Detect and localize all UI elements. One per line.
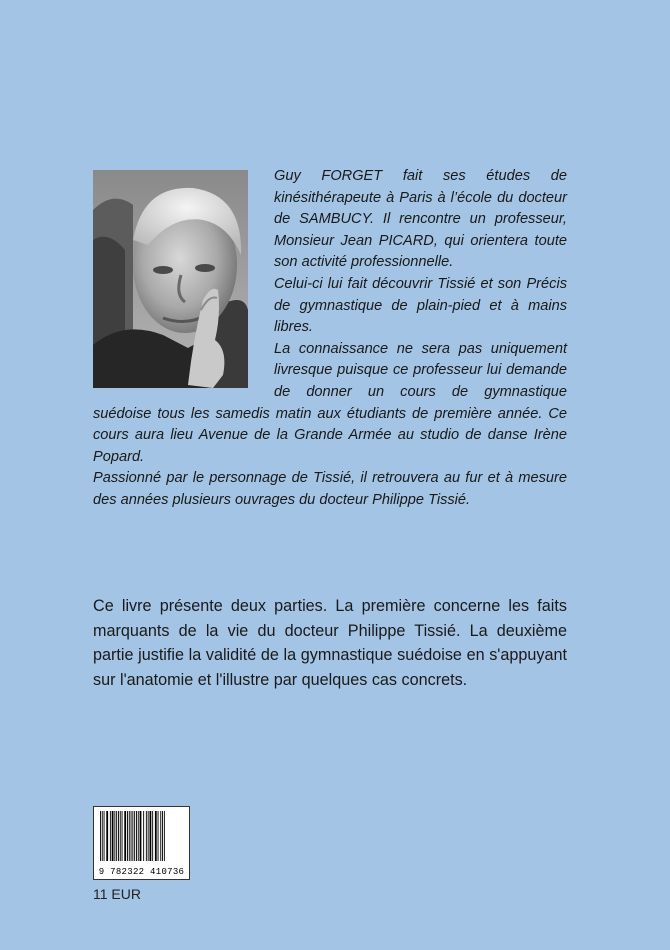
barcode-bar (152, 811, 153, 861)
author-bio (93, 166, 567, 512)
barcode-bar (120, 811, 121, 861)
price-label: 11 EUR (93, 886, 141, 902)
barcode-bar (146, 811, 147, 861)
barcode-bar (138, 811, 139, 861)
barcode-bar (132, 811, 133, 861)
barcode-bar (155, 811, 157, 861)
barcode-bar (104, 811, 105, 861)
barcode-bar (118, 811, 119, 861)
bio-paragraph: Celui-ci lui fait découvrir Tissié et son Précis de gymnastique de plain-pied et à mains libres. (274, 275, 567, 336)
book-summary: Ce livre présente deux parties. La première concerne les faits marquants de la vie du docteur Philippe Tissié. La deuxième partie justifie la validité de la gymnastique suédoise en s'appuyant sur l'anatomie et l'illustre par quelques cas concrets. (93, 597, 567, 689)
barcode-bar (143, 811, 144, 861)
barcode-bar (129, 811, 130, 861)
barcode-bar (106, 811, 108, 861)
barcode-bar (148, 811, 149, 861)
barcode-bar (160, 811, 161, 861)
barcode-bar (158, 811, 159, 861)
bio-paragraph: Passionné par le personnage de Tissié, il retrouvera au fur et à mesure des années plusieurs ouvrages du docteur Philippe Tissié. (93, 470, 567, 508)
author-photo (93, 170, 248, 388)
isbn-number: 9 782322 410736 (98, 867, 185, 877)
author-portrait-illustration (93, 170, 248, 388)
barcode-bar (112, 811, 114, 861)
barcode-bar (162, 811, 163, 861)
barcode-bar (127, 811, 128, 861)
barcode-bar (114, 811, 115, 861)
barcode-bar (116, 811, 117, 861)
barcode-bar (140, 811, 142, 861)
barcode-bar (134, 811, 135, 861)
barcode-bar (122, 811, 123, 861)
isbn-barcode (93, 806, 190, 880)
barcode-bar (102, 811, 103, 861)
bio-paragraph: Guy FORGET fait ses études de kinésithérapeute à Paris à l’école du docteur de SAMBUCY. Il rencontre un professeur, Monsieur Jean PICARD, qui orientera toute son activité professionnelle. (274, 168, 567, 271)
bio-paragraph: La connaissance ne sera pas uniquement livresque puisque ce professeur lui demande de donner un cours de gymnastique suédoise tous les samedis matin aux étudiants de première année. Ce cours aura lieu Avenue de la Grande Armée au studio de danse Irène Popard. (93, 340, 567, 465)
barcode-bar (150, 811, 152, 861)
barcode-bar (131, 811, 132, 861)
barcode-bar (136, 811, 137, 861)
barcode-bar (124, 811, 126, 861)
barcode-bar (110, 811, 111, 861)
barcode-bar (100, 811, 101, 861)
barcode-bar (164, 811, 165, 861)
barcode-bars (94, 807, 189, 865)
